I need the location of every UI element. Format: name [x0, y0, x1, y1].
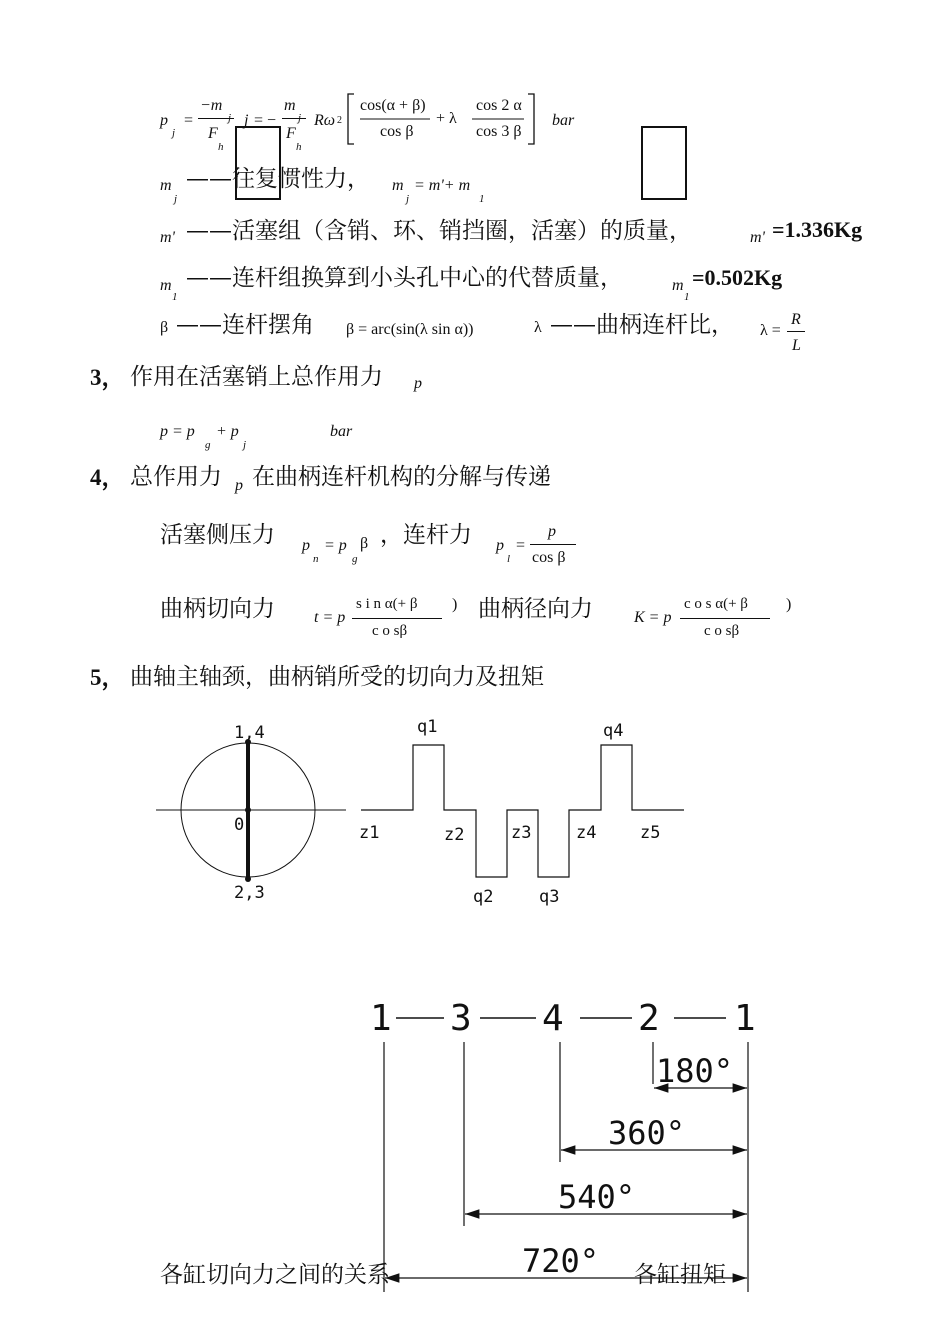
angle-label: 720° — [522, 1242, 600, 1280]
k-denominator: c o sβ — [704, 623, 740, 639]
label-q1: q1 — [417, 717, 438, 737]
m1-description: ——连杆组换算到小头孔中心的代替质量， — [186, 265, 623, 291]
pj-r-omega: Rω — [314, 112, 336, 129]
term2-denominator: cos 3 β — [476, 123, 522, 140]
pl-denominator: cos β — [532, 549, 566, 566]
lambda-symbol: λ — [534, 319, 542, 336]
label-q4: q4 — [603, 721, 624, 741]
pl-symbol: p — [496, 537, 504, 554]
t-eq: t = p — [314, 609, 346, 626]
lambda-eq: λ = — [760, 322, 781, 339]
side-force-label: 活塞侧压力 — [160, 522, 275, 548]
angle-label: 360° — [608, 1114, 686, 1152]
unit-bar: bar — [552, 112, 575, 129]
pn-subscript: n — [313, 553, 319, 565]
fraction-bar — [282, 118, 306, 119]
mj-expression-sub: 1 — [479, 193, 485, 205]
rod-force-label: ，连杆力 — [380, 522, 472, 548]
m1-symbol-2: m — [672, 277, 684, 294]
fraction-bar — [198, 118, 234, 119]
label-z5: z5 — [640, 823, 661, 843]
m1-value: =0.502Kg — [692, 265, 783, 290]
term2-numerator: cos 2 α — [476, 97, 522, 114]
lambda-num: R — [791, 311, 801, 328]
order-label: 2 — [638, 998, 660, 1039]
pj-den1: F — [208, 125, 218, 142]
section-4-number: 4， — [90, 465, 125, 490]
angle-label: 180° — [656, 1052, 734, 1090]
fraction-bar — [787, 331, 805, 332]
caption-left: 各缸切向力之间的关系 — [160, 1262, 390, 1288]
pj-subscript-sum: j — [243, 439, 247, 451]
label-z2: z2 — [444, 825, 465, 845]
angle-label: 540° — [558, 1178, 636, 1216]
mprime-value: =1.336Kg — [772, 217, 863, 242]
mj-expression: = m'+ m — [414, 177, 471, 194]
pj-num2: m — [284, 97, 296, 114]
section-3-p: p — [414, 375, 422, 392]
mj-description: ——往复惯性力， — [186, 166, 370, 192]
pn-symbol: p — [302, 537, 310, 554]
mj-symbol-2: m — [392, 177, 404, 194]
k-eq: K = p — [634, 609, 672, 626]
firing-order-diagram — [360, 990, 770, 1300]
label-q2: q2 — [473, 887, 494, 907]
pj-j: j — [244, 112, 249, 129]
label-z1: z1 — [359, 823, 380, 843]
mprime-symbol-2: m' — [750, 229, 765, 246]
section-3-unit: bar — [330, 423, 353, 440]
fraction-bar — [680, 618, 770, 619]
label-z4: z4 — [576, 823, 597, 843]
lambda-den: L — [792, 337, 801, 354]
pj-den2: F — [286, 125, 296, 142]
m1-subscript: 1 — [172, 291, 178, 303]
beta-description: ——连杆摆角 — [176, 312, 314, 338]
t-denominator: c o sβ — [372, 623, 408, 639]
term1-numerator: cos(α + β) — [360, 97, 426, 114]
pg-subscript-2: g — [352, 553, 358, 565]
plus-lambda: + λ — [436, 110, 457, 127]
pj-den2-sub: h — [296, 141, 302, 153]
pl-numerator: p — [548, 523, 556, 540]
pl-subscript: l — [507, 553, 511, 565]
label-q3: q3 — [539, 887, 560, 907]
order-label: 3 — [450, 998, 472, 1039]
placeholder-box — [641, 126, 687, 200]
label-bottom: 2,3 — [234, 883, 265, 903]
caption-right: 各缸扭矩 — [634, 1262, 726, 1288]
section-5-number: 5， — [90, 665, 125, 690]
k-close: ) — [786, 596, 792, 613]
order-label: 4 — [542, 998, 564, 1039]
tangential-force-label: 曲柄切向力 — [160, 596, 275, 622]
pj-eq2: = − — [254, 112, 277, 129]
pg-subscript: g — [205, 439, 211, 451]
section-4-p: p — [235, 477, 243, 494]
label-top: 1,4 — [234, 723, 265, 743]
fraction-bar — [352, 618, 442, 619]
pj-num1: −m — [200, 97, 223, 114]
p-sum-formula: p = p — [160, 423, 195, 440]
section-4-title-2: 在曲柄连杆机构的分解与传递 — [252, 464, 551, 490]
order-label: 1 — [370, 998, 392, 1039]
beta-expression: β = arc(sin(λ sin α)) — [346, 321, 474, 338]
pj-square: 2 — [337, 115, 342, 126]
pj-symbol: p — [160, 112, 168, 129]
torque-wave-diagram — [355, 712, 695, 912]
k-numerator: c o s α(+ β — [684, 596, 748, 612]
wave-line — [361, 745, 684, 877]
fraction-bar — [530, 544, 576, 545]
m1-symbol: m — [160, 277, 172, 294]
t-close: ) — [452, 596, 458, 613]
section-3-number: 3， — [90, 365, 125, 390]
mprime-description: ——活塞组（含销、环、销挡圈，活塞）的质量， — [186, 218, 692, 244]
section-5-title: 曲轴主轴颈，曲柄销所受的切向力及扭矩 — [130, 664, 544, 690]
mj-subscript: j — [174, 193, 178, 205]
mprime-symbol: m' — [160, 229, 175, 246]
pj-eq1: = — [184, 112, 194, 129]
pn-tail: β — [360, 535, 369, 552]
radial-force-label: 曲柄径向力 — [478, 596, 593, 622]
lambda-description: ——曲柄连杆比， — [550, 312, 734, 338]
p-sum-plus: + p — [216, 423, 239, 440]
term1-denominator: cos β — [380, 123, 414, 140]
t-numerator: s i n α(+ β — [356, 596, 418, 612]
beta-symbol: β — [160, 319, 169, 336]
m1-subscript-2: 1 — [684, 291, 690, 303]
pj-den1-sub: h — [218, 141, 224, 153]
pn-eq: = p — [324, 537, 347, 554]
pj-subscript: j — [172, 127, 176, 139]
section-3-title: 作用在活塞销上总作用力 — [130, 364, 383, 390]
label-z3: z3 — [511, 823, 532, 843]
mj-symbol: m — [160, 177, 172, 194]
crank-circle-diagram — [150, 716, 360, 906]
section-4-title: 总作用力 — [130, 464, 222, 490]
label-center: 0 — [234, 815, 245, 835]
pl-eq: = — [516, 537, 526, 554]
order-label: 1 — [734, 998, 756, 1039]
mj-subscript-2: j — [406, 193, 410, 205]
